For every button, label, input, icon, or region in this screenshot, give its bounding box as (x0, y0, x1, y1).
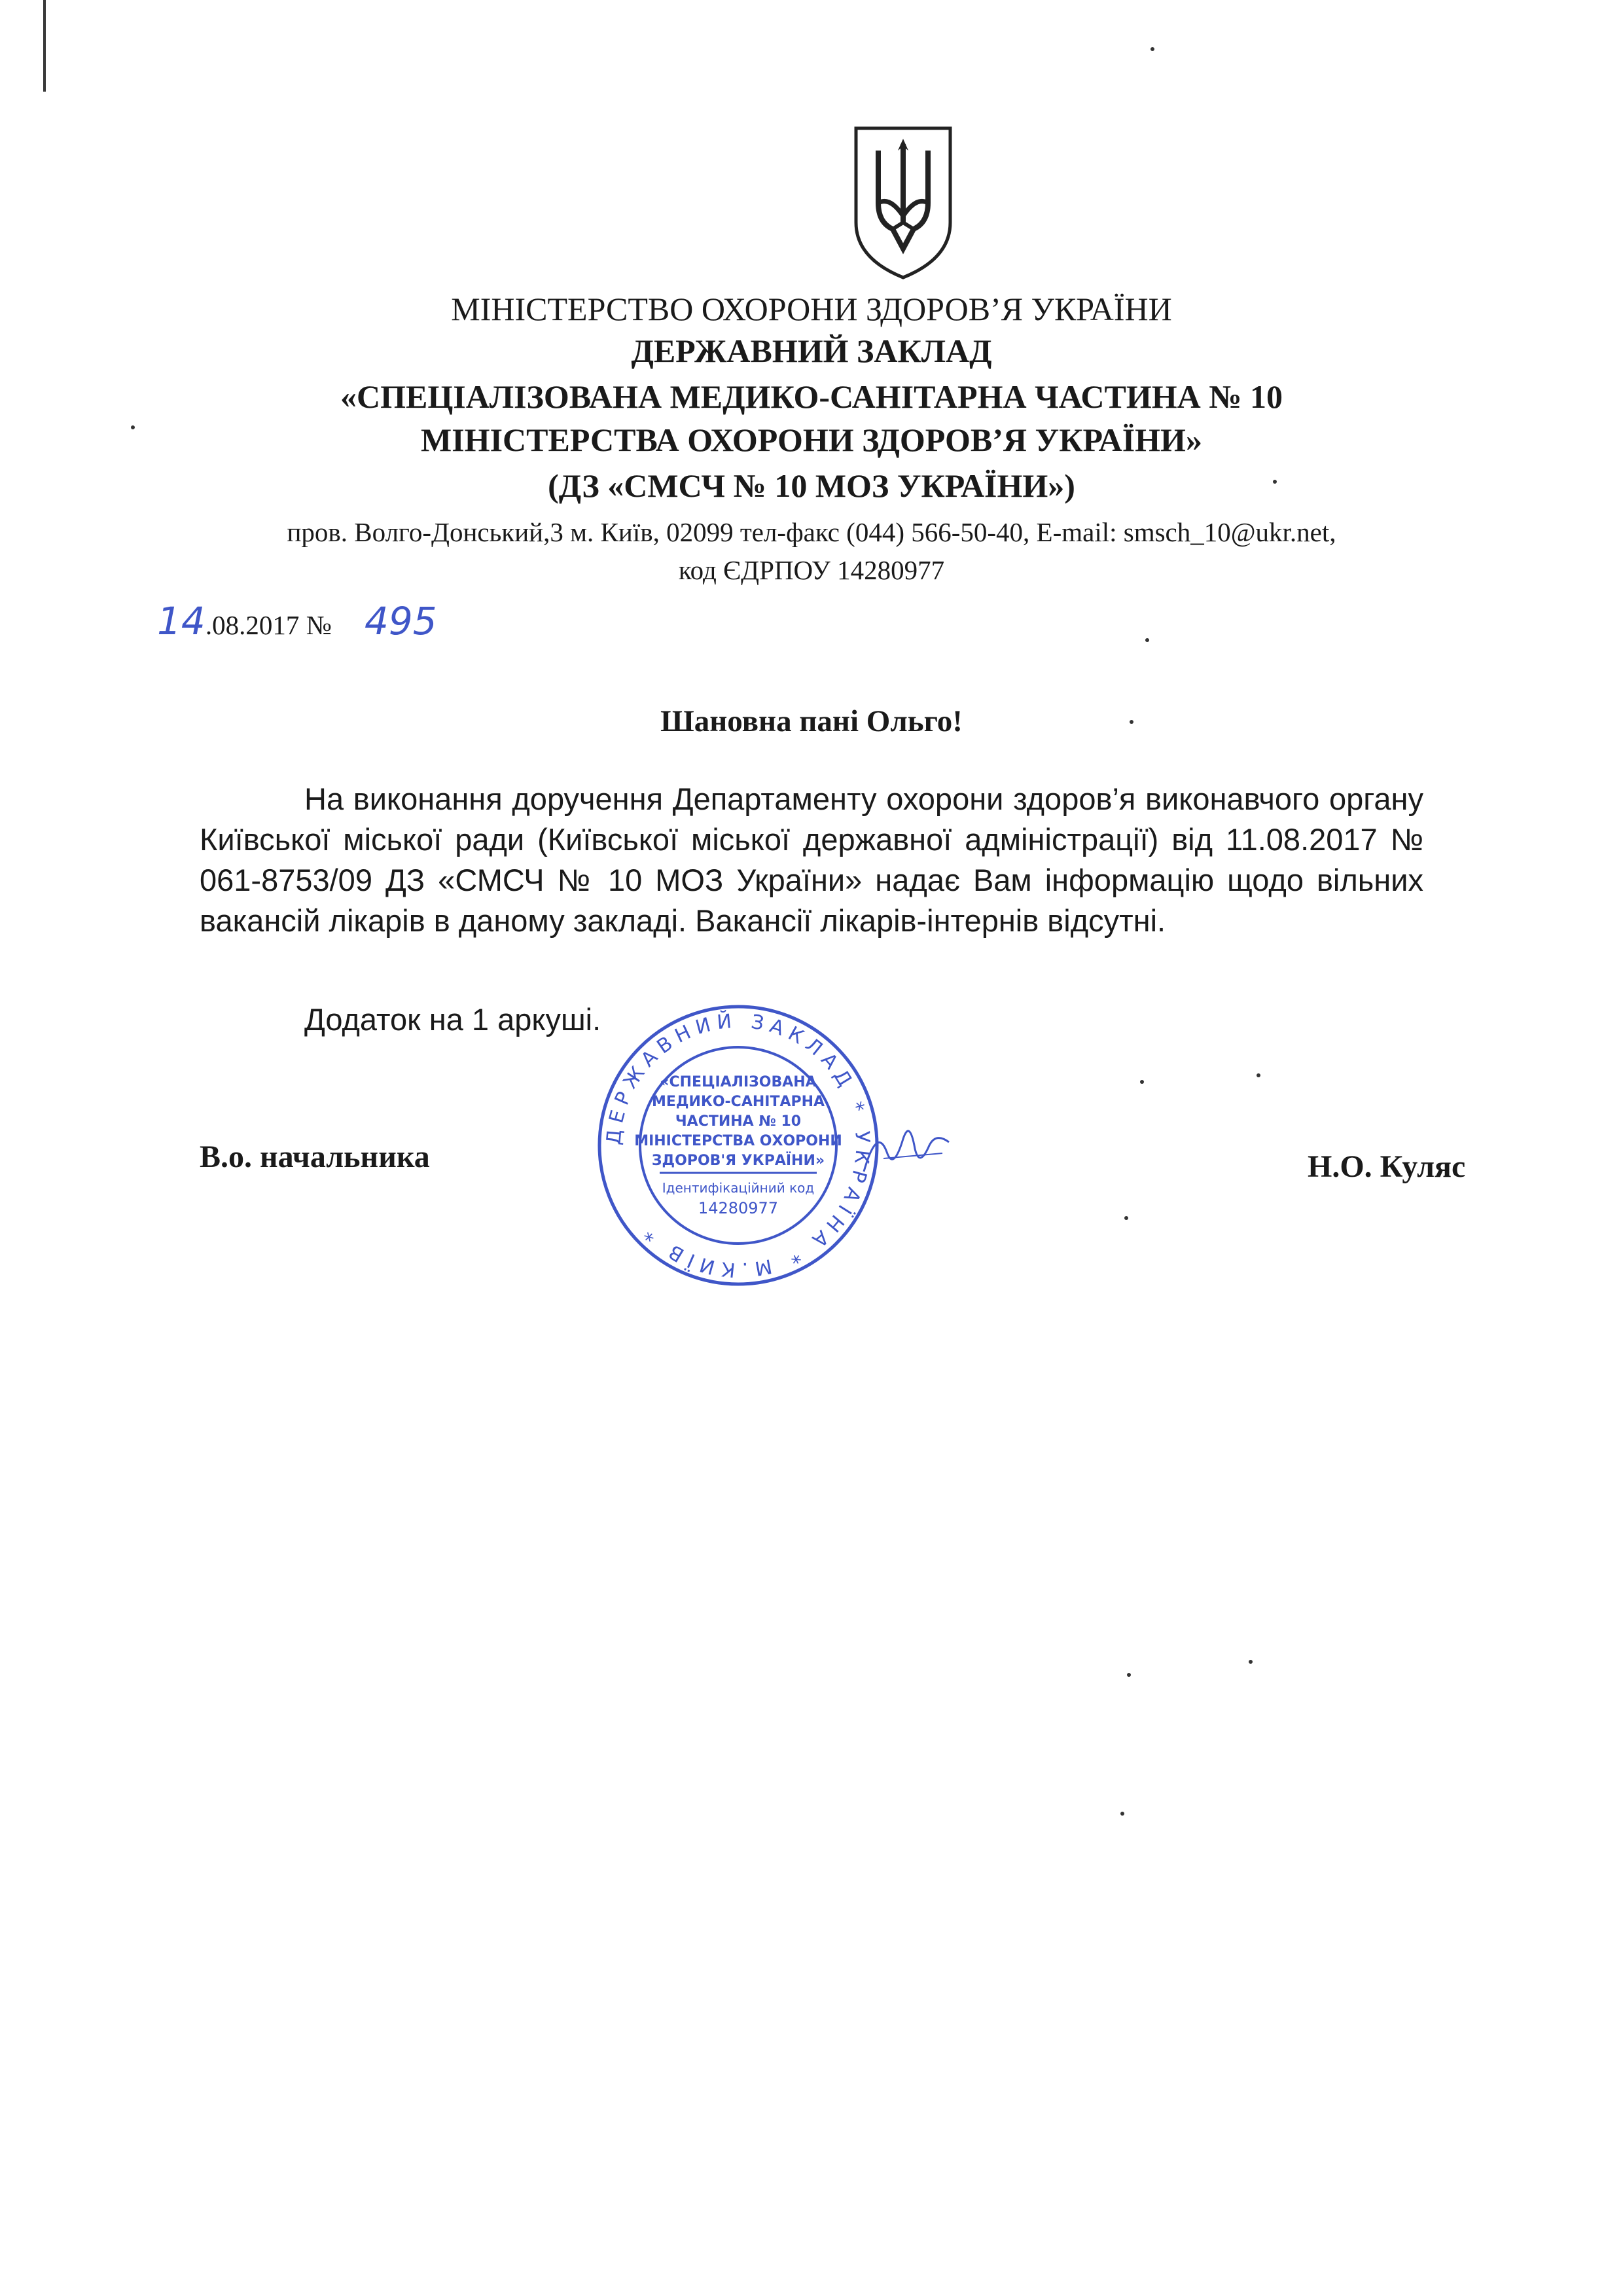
scan-speck (1124, 1216, 1128, 1220)
stamp-id-code: 14280977 (698, 1199, 779, 1217)
salutation: Шановна пані Ольго! (660, 704, 963, 738)
stamp-line-4: МІНІСТЕРСТВА ОХОРОНИ (634, 1133, 842, 1149)
ministry-title: МІНІСТЕРСТВО ОХОРОНИ ЗДОРОВ’Я УКРАЇНИ (451, 291, 1172, 327)
handwritten-day: 14 (157, 599, 205, 643)
institution-name-line1: «СПЕЦІАЛІЗОВАНА МЕДИКО-САНІТАРНА ЧАСТИНА № 10 (340, 378, 1283, 415)
institution-type: ДЕРЖАВНИЙ ЗАКЛАД (631, 332, 992, 369)
handwritten-signature (857, 1113, 955, 1191)
scan-speck (1257, 1073, 1260, 1077)
institution-edrpou: код ЄДРПОУ 14280977 (678, 555, 945, 585)
scan-speck (1145, 638, 1149, 642)
letter-body: На виконання доручення Департаменту охорони здоров’я виконавчого органу Київської міської ради (Київської міської державної адміністрації) від 11.08.2017 № 061-8753/09 ДЗ «СМСЧ № 10 МОЗ України» надає Вам інформацію щодо вільних вакансій лікарів в даному закладі. Вакансії лікарів-інтернів відсутні. (200, 781, 1423, 938)
stamp-id-label: Ідентифікаційний код (662, 1180, 815, 1196)
institution-name-line2: МІНІСТЕРСТВА ОХОРОНИ ЗДОРОВ’Я УКРАЇНИ» (421, 422, 1202, 458)
scan-speck (1127, 1673, 1131, 1677)
scan-speck (131, 425, 135, 429)
stamp-line-3: ЧАСТИНА № 10 (675, 1113, 802, 1130)
scan-edge-mark (43, 0, 46, 92)
handwritten-number: 495 (364, 599, 437, 643)
registration-date: .08.2017 № (205, 610, 332, 640)
signatory-position: В.о. начальника (200, 1139, 430, 1174)
scan-speck (1120, 1812, 1124, 1816)
scan-speck (1150, 47, 1154, 51)
annex-note: Додаток на 1 аркуші. (304, 1002, 601, 1037)
stamp-line-5: ЗДОРОВ'Я УКРАЇНИ» (651, 1153, 825, 1169)
scan-speck (1140, 1080, 1144, 1084)
scan-speck (1249, 1660, 1253, 1664)
scan-speck (1130, 720, 1133, 724)
stamp-line-1: «СПЕЦІАЛІЗОВАНА (660, 1074, 817, 1090)
institution-short-name: (ДЗ «СМСЧ № 10 МОЗ УКРАЇНИ») (548, 467, 1075, 504)
stamp-line-2: МЕДИКО-САНІТАРНА (651, 1094, 825, 1110)
institution-address: пров. Волго-Донський,3 м. Київ, 02099 тел-факс (044) 566-50-40, E-mail: smsch_10@ukr.net, (287, 517, 1336, 547)
stamp-ring-text: ДЕРЖАВНИЙ ЗАКЛАД * УКРАЇНА * М.КИЇВ * (602, 1009, 874, 1282)
coat-of-arms-icon (852, 124, 954, 281)
registration-line (157, 599, 437, 643)
signatory-name: Н.О. Куляс (1308, 1149, 1466, 1184)
official-stamp (594, 1001, 882, 1289)
scan-speck (1273, 480, 1277, 484)
